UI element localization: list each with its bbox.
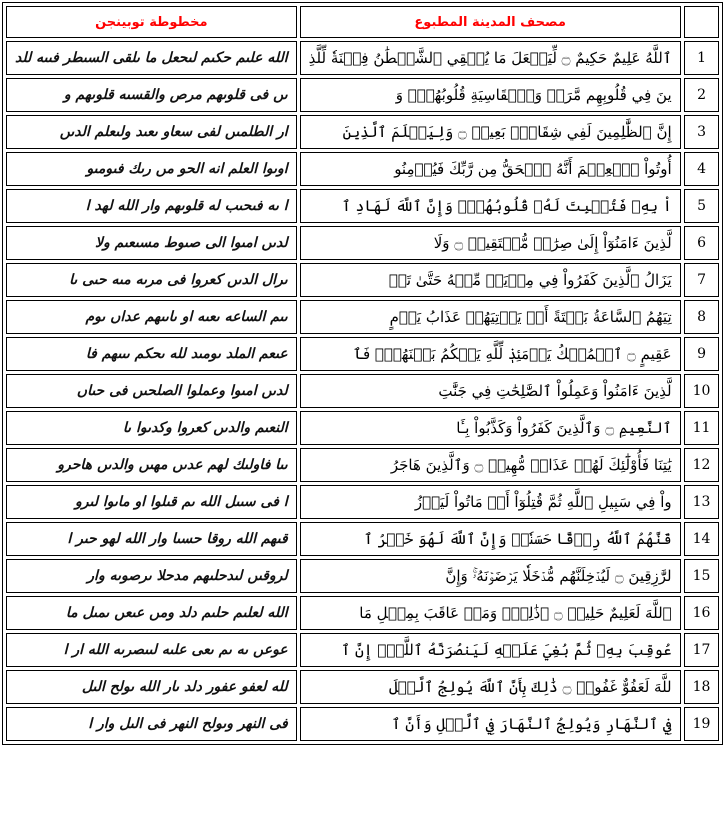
mushaf-line-cell bbox=[300, 670, 681, 704]
mushaf-line-cell bbox=[300, 633, 681, 667]
manuscript-line-text: عىعم الملد ىومىد لله ىحكم ىىىهم فا bbox=[85, 346, 288, 362]
line-number: 5 bbox=[684, 189, 720, 223]
mushaf-line-cell bbox=[300, 337, 681, 371]
manuscript-line-text: لدىں امىوا الى صىوط مسىعىم ولا bbox=[95, 235, 288, 251]
manuscript-line-cell bbox=[6, 485, 297, 519]
manuscript-line-cell bbox=[6, 559, 297, 593]
line-number: 12 bbox=[684, 448, 720, 482]
line-number: 4 bbox=[684, 152, 720, 186]
mushaf-line-cell bbox=[300, 559, 681, 593]
line-number: 3 bbox=[684, 115, 720, 149]
mushaf-line-text: عُوقِبَ بِهِۦ ثُمَّ بُغِيَ عَلَيۡهِ لَيَنصُرَنَّهُ ٱللَّهُۚ إِنَّ ٱ bbox=[341, 641, 672, 659]
manuscript-line-text: ا فى سىىل الله ىم قىلوا او ماىوا لىرو bbox=[75, 494, 288, 510]
mushaf-line-text: ٱللَّهَ لَعَلِيمٌ حَلِيمٞ ۝ ۞ذَٰلِكَۖ وَمَنۡ عَاقَبَ بِمِثۡلِ مَا bbox=[359, 604, 672, 622]
line-number: 13 bbox=[684, 485, 720, 519]
manuscript-line-text: ار الطلمىں لفى سعاو ىعىد ولىعلم الدىں bbox=[59, 124, 288, 140]
manuscript-line-cell bbox=[6, 115, 297, 149]
line-number: 19 bbox=[684, 707, 720, 741]
line-number: 1 bbox=[684, 41, 720, 75]
manuscript-line-text: فى النهر وىولح النهر فى الىل وار ا bbox=[88, 716, 288, 732]
manuscript-line-text: ىں فى قلوىهم مرص والقسىه قلوىهم و bbox=[63, 87, 288, 103]
table-row bbox=[6, 670, 719, 704]
line-number: 17 bbox=[684, 633, 720, 667]
mushaf-line-text: لَّذِينَ ءَامَنُواْ وَعَمِلُواْ ٱلصَّٰلِحَٰتِ فِي جَنَّٰتِ bbox=[438, 382, 672, 400]
manuscript-line-text: الله علىم حكىم لىحعل ما ىلقى السىطر فىىه للد bbox=[15, 50, 288, 66]
table-row bbox=[6, 337, 719, 371]
manuscript-line-cell bbox=[6, 707, 297, 741]
table-row bbox=[6, 633, 719, 667]
line-number: 18 bbox=[684, 670, 720, 704]
mushaf-line-cell bbox=[300, 78, 681, 112]
mushaf-line-cell bbox=[300, 707, 681, 741]
manuscript-line-cell bbox=[6, 152, 297, 186]
mushaf-column-header: مصحف المدينة المطبوع bbox=[300, 6, 681, 38]
mushaf-line-cell bbox=[300, 411, 681, 445]
table-row bbox=[6, 374, 719, 408]
manuscript-line-text: لروقىں لىدحلىهم مدحلا ىرصوىه وار bbox=[87, 568, 288, 584]
manuscript-line-text: ىىا فاولىك لهم عدىں مهىں والدىں هاحرو bbox=[57, 457, 288, 473]
mushaf-line-text: واْ فِي سَبِيلِ ٱللَّهِ ثُمَّ قُتِلُوٓاْ أَوۡ مَاتُواْ لَيَرۡزُ bbox=[414, 493, 672, 511]
manuscript-line-text: لله لعفو عفور دلد ىار الله ىولح الىل bbox=[81, 679, 288, 695]
manuscript-line-cell bbox=[6, 411, 297, 445]
table-row bbox=[6, 485, 719, 519]
mushaf-line-cell bbox=[300, 41, 681, 75]
manuscript-line-cell bbox=[6, 374, 297, 408]
manuscript-line-text: اوىوا العلم انه الحو مں رىك فىومىو bbox=[86, 161, 288, 177]
comparison-table bbox=[2, 2, 723, 745]
mushaf-line-cell bbox=[300, 300, 681, 334]
manuscript-line-cell bbox=[6, 596, 297, 630]
mushaf-line-cell bbox=[300, 522, 681, 556]
line-number: 8 bbox=[684, 300, 720, 334]
manuscript-line-text: ا ىه فىحىب له قلوىهم وار الله لهد ا bbox=[85, 198, 288, 214]
table-body bbox=[6, 6, 719, 741]
table-row bbox=[6, 707, 719, 741]
mushaf-line-text: إِنَّ ٱلظَّٰلِمِينَ لَفِي شِقَاقِۭ بَعِيدٖ ۝ وَلِيَعۡلَمَ ٱلَّذِينَ bbox=[342, 123, 672, 141]
mushaf-line-text: ينَ فِي قُلُوبِهِم مَّرَضٞ وَٱلۡقَاسِيَةِ قُلُوبُهُمۡۗ وَ bbox=[395, 86, 672, 104]
line-number: 16 bbox=[684, 596, 720, 630]
manuscript-line-cell bbox=[6, 189, 297, 223]
line-number: 15 bbox=[684, 559, 720, 593]
mushaf-line-text: اْ بِهِۦ فَتُخۡبِتَ لَهُۥ قُلُوبُهُمۡۗ وَإِنَّ ٱللَّهَ لَهَادِ ٱ bbox=[341, 197, 672, 215]
mushaf-line-cell bbox=[300, 448, 681, 482]
mushaf-line-cell bbox=[300, 189, 681, 223]
mushaf-line-text: عَقِيمٍ ۝ ٱلۡمُلۡكُ يَوۡمَئِذٖ لِّلَّهِ يَحۡكُمُ بَيۡنَهُمۡۚ فَٱ bbox=[354, 345, 672, 363]
table-row bbox=[6, 226, 719, 260]
mushaf-line-text: أُوتُواْ ٱلۡعِلۡمَ أَنَّهُ ٱلۡحَقُّ مِن رَّبِّكَ فَيُؤۡمِنُو bbox=[394, 160, 672, 178]
mushaf-line-text: قَنَّهُمُ ٱللَّهُ رِزۡقًا حَسَنٗاۚ وَإِنَّ ٱللَّهَ لَهُوَ خَيۡرُ ٱ bbox=[364, 530, 672, 548]
mushaf-line-cell bbox=[300, 152, 681, 186]
table-row bbox=[6, 522, 719, 556]
manuscript-line-cell bbox=[6, 448, 297, 482]
line-number: 11 bbox=[684, 411, 720, 445]
manuscript-line-text: الله لعلىم حلىم دلد ومں عىعں ىمىل ما bbox=[65, 605, 288, 621]
mushaf-line-text: لَّذِينَ ءَامَنُوٓاْ إِلَىٰ صِرَٰطٖ مُّسۡتَقِيمٖ ۝ وَلَا bbox=[433, 234, 672, 252]
mushaf-line-cell bbox=[300, 226, 681, 260]
table-row bbox=[6, 78, 719, 112]
mushaf-line-cell bbox=[300, 263, 681, 297]
manuscript-line-cell bbox=[6, 41, 297, 75]
mushaf-line-text: لرَّٰزِقِينَ ۝ لَيُدۡخِلَنَّهُم مُّدۡخَلٗا يَرۡضَوۡنَهُۥۚ وَإِنَّ bbox=[445, 567, 672, 585]
table-row bbox=[6, 263, 719, 297]
mushaf-line-text: ٱلنَّعِيمِ ۝ وَٱلَّذِينَ كَفَرُواْ وَكَذَّبُواْ بِـَٔا bbox=[456, 419, 672, 437]
manuscript-line-cell bbox=[6, 670, 297, 704]
mushaf-line-cell bbox=[300, 374, 681, 408]
mushaf-line-text: يَزَالُ ٱلَّذِينَ كَفَرُواْ فِي مِرۡيَةٖ مِّنۡهُ حَتَّىٰ تَأۡ bbox=[388, 271, 672, 289]
manuscript-line-text: عوعں ىه ىم ىعى علىه لىىصرىه الله ار ا bbox=[63, 642, 288, 658]
table-row bbox=[6, 448, 719, 482]
manuscript-line-cell bbox=[6, 337, 297, 371]
line-number: 10 bbox=[684, 374, 720, 408]
table-row bbox=[6, 411, 719, 445]
table-row bbox=[6, 559, 719, 593]
manuscript-line-cell bbox=[6, 300, 297, 334]
manuscript-line-cell bbox=[6, 522, 297, 556]
table-row bbox=[6, 189, 719, 223]
table-row bbox=[6, 41, 719, 75]
manuscript-line-cell bbox=[6, 633, 297, 667]
manuscript-line-cell bbox=[6, 78, 297, 112]
comparison-table-wrapper bbox=[2, 2, 723, 745]
mushaf-line-text: ٱللَّهُ عَلِيمٌ حَكِيمٌ ۝ لِّيَجۡعَلَ مَا يُلۡقِي ٱلشَّيۡطَٰنُ فِتۡنَةٗ لِّلَّذِ bbox=[308, 49, 672, 67]
manuscript-line-text: لدىں امىوا وعملوا الصلحىں فى حىاں bbox=[76, 383, 288, 399]
line-number: 9 bbox=[684, 337, 720, 371]
line-number: 2 bbox=[684, 78, 720, 112]
header-row bbox=[6, 6, 719, 38]
mushaf-line-cell bbox=[300, 115, 681, 149]
mushaf-line-text: فِي ٱلنَّهَارِ وَيُولِجُ ٱلنَّهَارَ فِي ٱلَّيۡلِ وَأَنَّ ٱ bbox=[391, 715, 672, 733]
table-row bbox=[6, 300, 719, 334]
manuscript-line-text: ىىم الساعه ىعىه او ىاىىهم عداں ىوم bbox=[85, 309, 288, 325]
table-row bbox=[6, 152, 719, 186]
mushaf-line-text: للَّهَ لَعَفُوٌّ غَفُورٞ ۝ ذَٰلِكَ بِأَنَّ ٱللَّهَ يُولِجُ ٱلَّيۡلَ bbox=[388, 678, 672, 696]
manuscript-line-text: النعىم والدىں كعروا وكدىوا ىا bbox=[122, 420, 288, 436]
manuscript-column-header: مخطوطة توبينجن bbox=[6, 6, 297, 38]
mushaf-line-cell bbox=[300, 485, 681, 519]
line-number: 14 bbox=[684, 522, 720, 556]
number-column-header bbox=[684, 6, 720, 38]
table-row bbox=[6, 596, 719, 630]
manuscript-line-text: ىرال الدىں كعروا فى مرىه مىه حىى ىا bbox=[69, 272, 288, 288]
manuscript-line-text: قىهم الله روقا حسىا وار الله لهو حىر ا bbox=[67, 531, 288, 547]
line-number: 6 bbox=[684, 226, 720, 260]
table-row bbox=[6, 115, 719, 149]
manuscript-line-cell bbox=[6, 263, 297, 297]
mushaf-line-text: يَٰتِنَا فَأُوْلَٰٓئِكَ لَهُمۡ عَذَابٞ مُّهِينٞ ۝ وَٱلَّذِينَ هَاجَرُ bbox=[390, 456, 672, 474]
manuscript-line-cell bbox=[6, 226, 297, 260]
mushaf-line-text: تِيَهُمُ ٱلسَّاعَةُ بَغۡتَةً أَوۡ يَأۡتِيَهُمۡ عَذَابُ يَوۡمٍ bbox=[389, 308, 672, 326]
line-number: 7 bbox=[684, 263, 720, 297]
mushaf-line-cell bbox=[300, 596, 681, 630]
